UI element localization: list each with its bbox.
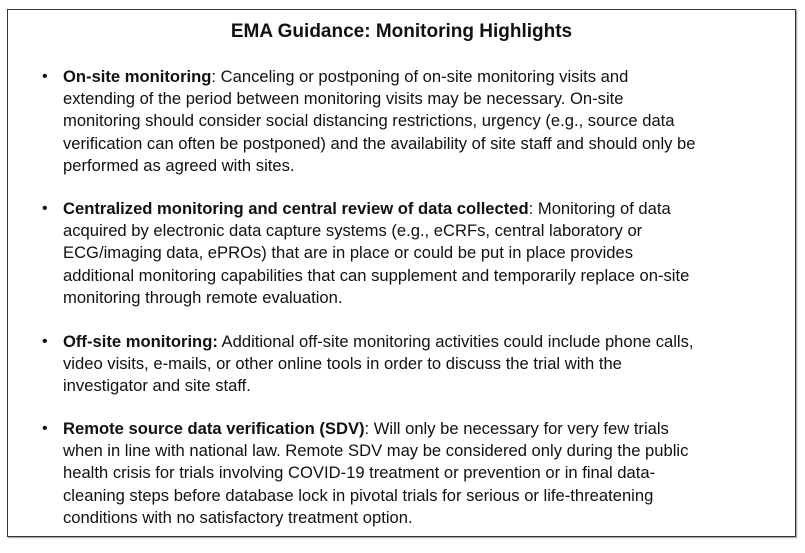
bullet-icon: • [42, 200, 48, 217]
guidance-box [7, 9, 796, 537]
item-line: video visits, e-mails, or other online tools in order to discuss the trial with the [63, 354, 622, 374]
item-line: ECG/imaging data, ePROs) that are in place or could be put in place provides [63, 243, 634, 263]
item-line: verification can often be postponed) and the availability of site staff and should only be [63, 133, 696, 153]
item-line: when in line with national law. Remote SDV may be considered only during the public [63, 441, 689, 461]
item-line: cleaning steps before database lock in pivotal trials for serious or life-threatening [63, 485, 654, 505]
bullet-icon: • [42, 68, 48, 85]
item-text: : Will only be necessary for very few trials [364, 419, 669, 438]
item-line: conditions with no satisfactory treatment option. [63, 507, 413, 527]
item-line: performed as agreed with sites. [63, 155, 295, 175]
item-line: health crisis for trials involving COVID-19 treatment or prevention or in final data- [63, 463, 656, 483]
item-line [63, 418, 688, 440]
item-lead: Off-site monitoring: [63, 332, 218, 351]
item-line: monitoring through remote evaluation. [63, 287, 343, 307]
bullet-icon: • [42, 333, 48, 350]
item-line: investigator and site staff. [63, 376, 251, 396]
item-line: additional monitoring capabilities that can supplement and temporarily replace on-site [63, 265, 690, 285]
item-line [63, 198, 689, 220]
item-text: : Monitoring of data [528, 199, 671, 218]
item-line: extending of the period between monitoring visits may be necessary. On-site [63, 89, 624, 109]
item-line [63, 66, 696, 88]
bullet-icon: • [42, 420, 48, 437]
page-title: EMA Guidance: Monitoring Highlights [230, 21, 573, 42]
item-lead: Remote source data verification (SDV) [63, 419, 365, 438]
item-line: monitoring should consider social distancing restrictions, urgency (e.g., source data [63, 111, 675, 131]
item-line [63, 331, 694, 353]
item-line: acquired by electronic data capture systems (e.g., eCRFs, central laboratory or [63, 221, 643, 241]
item-text: Additional off-site monitoring activities could include phone calls, [217, 332, 694, 351]
item-lead: Centralized monitoring and central review of data collected [63, 199, 529, 218]
item-lead: On-site monitoring [63, 67, 212, 86]
item-text: : Canceling or postponing of on-site monitoring visits and [211, 67, 629, 86]
